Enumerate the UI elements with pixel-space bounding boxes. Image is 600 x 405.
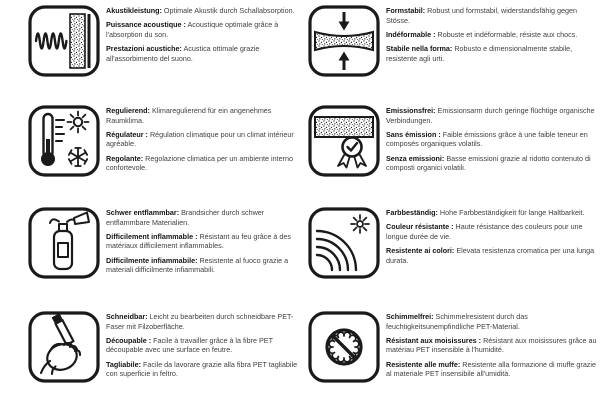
feature-label-de: Schwer entflammbar:	[106, 208, 180, 217]
feature-texts	[106, 207, 300, 279]
feature-text-fr: Acoustique optimale grâce à l'absorption du son.	[106, 20, 279, 39]
feature-label-it: Resistente alle muffe:	[386, 359, 461, 369]
feature-text-it: Resistente al fuoco grazie a materiali difficilmente infiammabili.	[106, 255, 289, 275]
feature-label-it: Prestazioni acustiche:	[106, 43, 182, 53]
feature-label-fr: Difficilement inflammable :	[106, 231, 198, 241]
feature-text-it: Elevata resistenza cromatica per una lunga durata.	[386, 245, 595, 265]
feature-label-de: Regulierend:	[106, 106, 150, 115]
feature-text-it: Facile da lavorare grazie alla fibra PET tagliabile con superficie in feltro.	[106, 359, 298, 379]
feature-text-de: Leicht zu bearbeiten durch schneidbare PET-Faser mit Filzoberfläche.	[106, 312, 294, 331]
climate-regulation-icon	[28, 105, 100, 177]
feature-text-fr: Résistant aux moisissures grâce au matériau PET insensible à l'humidité.	[386, 335, 597, 355]
feature-label-de: Schneidbar:	[106, 312, 148, 321]
feature-card-schimmelfrei	[308, 311, 600, 405]
feature-text-de: Brandsicher durch schwer entflammbare Materialien.	[106, 208, 265, 227]
feature-card-emissionsfrei	[308, 105, 600, 207]
feature-label-fr: Puissance acoustique :	[106, 20, 186, 30]
feature-label-fr: Découpable :	[106, 335, 152, 345]
feature-texts	[386, 311, 600, 383]
feature-label-de: Farbbeständig:	[386, 208, 438, 217]
feature-label-fr: Couleur résistante :	[386, 222, 454, 232]
no-mold-icon	[308, 311, 380, 383]
feature-label-de: Schimmelfrei:	[386, 312, 434, 321]
feature-card-schwer-entflammbar	[28, 207, 300, 311]
feature-card-farbbestaendig	[308, 207, 600, 311]
feature-card-formstabil	[308, 5, 600, 105]
feature-label-it: Difficilmente infiammabile:	[106, 255, 198, 265]
feature-texts	[106, 105, 300, 177]
feature-text-fr: Faible émissions grâce à une faible teneur en composés organiques volatils.	[386, 129, 588, 149]
color-fastness-icon	[308, 207, 380, 279]
feature-texts	[386, 105, 600, 177]
feature-text-fr: Haute résistance des couleurs pour une longue durée de vie.	[386, 222, 583, 241]
feature-label-it: Senza emissioni:	[386, 153, 445, 163]
feature-card-schneidbar	[28, 311, 300, 405]
feature-card-regulierend	[28, 105, 300, 207]
feature-texts	[386, 5, 600, 68]
feature-label-it: Stabile nella forma:	[386, 43, 453, 53]
feature-text-it: Resistente alla formazione di muffe grazie al materiale PET insensibile all'umidità.	[386, 359, 596, 379]
feature-text-de: Hohe Farbbeständigkeit für lange Haltbarkeit.	[439, 208, 585, 217]
feature-text-fr: Régulation climatique pour un climat intérieur agréable.	[106, 129, 294, 149]
feature-text-de: Robust und formstabil, widerstandsfähig gegen Stösse.	[386, 6, 577, 25]
feature-texts	[106, 5, 300, 68]
feature-label-fr: Régulateur :	[106, 129, 148, 139]
feature-text-fr: Robuste et indéformable, résiste aux chocs.	[437, 29, 578, 39]
feature-text-de: Emissionsarm durch geringe flüchtige organische Verbindungen.	[386, 106, 595, 125]
feature-label-it: Resistente ai colori:	[386, 245, 455, 255]
feature-text-fr: Résistant au feu grâce à des matériaux difficilement inflammables.	[106, 231, 291, 251]
feature-text-de: Schimmelresistent durch das feuchtigkeitsunempfindliche PET-Material.	[386, 312, 528, 331]
feature-label-de: Akustikleistung:	[106, 6, 162, 15]
feature-label-de: Emissionsfrei:	[386, 106, 436, 115]
feature-label-it: Regolante:	[106, 153, 144, 163]
feature-text-it: Basse emissioni grazie al ridotto contenuto di composti organici volatili.	[386, 153, 591, 173]
hand-cutter-icon	[28, 311, 100, 383]
feature-label-fr: Indéformable :	[386, 29, 436, 39]
feature-label-fr: Sans émission :	[386, 129, 441, 139]
fire-extinguisher-icon	[28, 207, 100, 279]
feature-text-it: Regolazione climatica per un ambiente interno confortevole.	[106, 153, 293, 173]
feature-text-it: Robusto e dimensionalmente stabile, resistente agli urti.	[386, 43, 573, 63]
low-emission-certified-icon	[308, 105, 380, 177]
feature-texts	[386, 207, 600, 270]
feature-text-de: Optimale Akustik durch Schallabsorption.	[163, 6, 295, 15]
sound-absorption-icon	[28, 5, 100, 77]
feature-label-de: Formstabil:	[386, 6, 426, 15]
feature-card-akustikleistung	[28, 5, 300, 105]
feature-text-fr: Facile à travailler grâce à la fibre PET découpable avec une surface en feutre.	[106, 335, 273, 355]
feature-texts	[106, 311, 300, 383]
feature-text-de: Klimaregulierend für ein angenehmes Raumklima.	[106, 106, 272, 125]
feature-text-it: Acustica ottimale grazie all'assorbimento del suono.	[106, 43, 260, 63]
shape-stability-icon	[308, 5, 380, 77]
feature-label-fr: Résistant aux moisissures :	[386, 335, 482, 345]
feature-label-it: Tagliabile:	[106, 359, 142, 369]
